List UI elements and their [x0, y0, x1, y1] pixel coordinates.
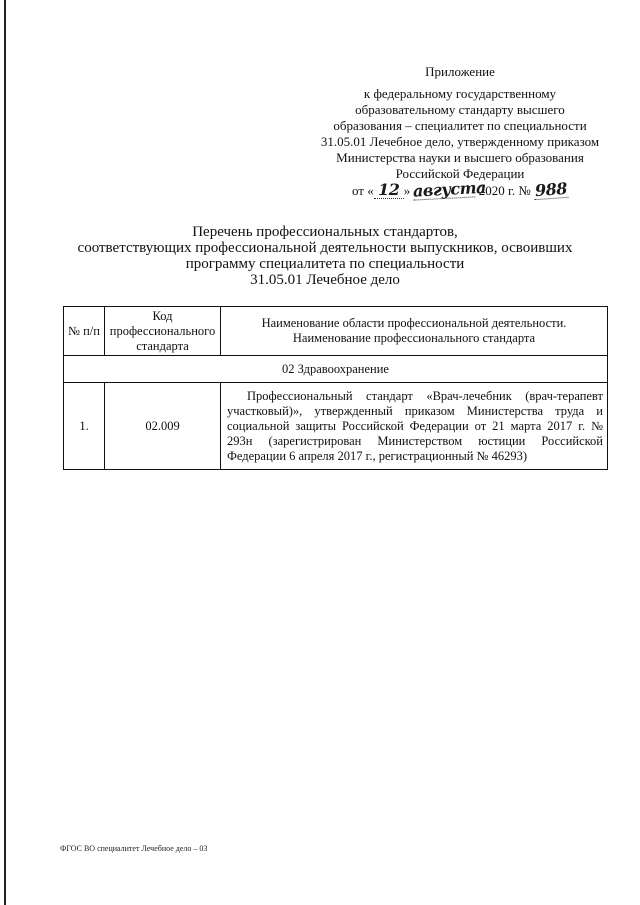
appendix-line: образовательному стандарту высшего: [355, 102, 565, 117]
order-date-line: [300, 177, 620, 201]
appendix-line: образования – специалитет по специальности: [333, 118, 587, 133]
date-mid: »: [403, 183, 411, 198]
page-edge-line: [4, 0, 6, 905]
document-heading: [60, 224, 590, 288]
header-name-line: Наименование профессионального стандарта: [292, 331, 536, 345]
handwritten-order-number: 988: [534, 178, 568, 201]
heading-line: Перечень профессиональных стандартов,: [192, 224, 458, 240]
date-year: 2020 г. №: [478, 183, 531, 198]
appendix-line: к федеральному государственному: [363, 86, 557, 101]
table-row: [64, 383, 608, 470]
section-label: 02 Здравоохранение: [64, 356, 608, 383]
heading-line: соответствующих профессиональной деятельности выпускников, освоивших: [77, 240, 573, 256]
handwritten-day: 12: [374, 182, 404, 199]
appendix-title: Приложение: [425, 64, 495, 79]
header-name-line: Наименование области профессиональной деятельности.: [261, 316, 567, 330]
header-name: [221, 307, 608, 356]
appendix-block: [300, 64, 620, 199]
page-footer: ФГОС ВО специалитет Лечебное дело – 03: [60, 844, 208, 853]
standards-table: [63, 306, 608, 470]
header-num: № п/п: [64, 307, 105, 356]
appendix-line: 31.05.01 Лечебное дело, утвержденному приказом: [320, 134, 600, 149]
row-name: Профессиональный стандарт «Врач-лечебник (врач-терапевт участковый)», утвержденный приказом Министерства труда и социальной защиты Российской Федерации от 21 марта 2017 г. № 293н (зарегистрирован Министерством юстиции Российской Федерации 6 апреля 2017 г., регистрационный № 46293): [221, 383, 608, 470]
heading-line: 31.05.01 Лечебное дело: [250, 272, 400, 288]
heading-line: программу специалитета по специальности: [185, 256, 465, 272]
appendix-line: Министерства науки и высшего образования: [336, 150, 584, 165]
table-header-row: [64, 307, 608, 356]
row-num: 1.: [64, 383, 105, 470]
appendix-line: Российской Федерации: [395, 166, 525, 181]
header-code: Код профессионального стандарта: [105, 307, 221, 356]
section-row: [64, 356, 608, 383]
handwritten-month: августа: [412, 177, 487, 201]
date-prefix: от «: [351, 183, 374, 198]
row-code: 02.009: [105, 383, 221, 470]
